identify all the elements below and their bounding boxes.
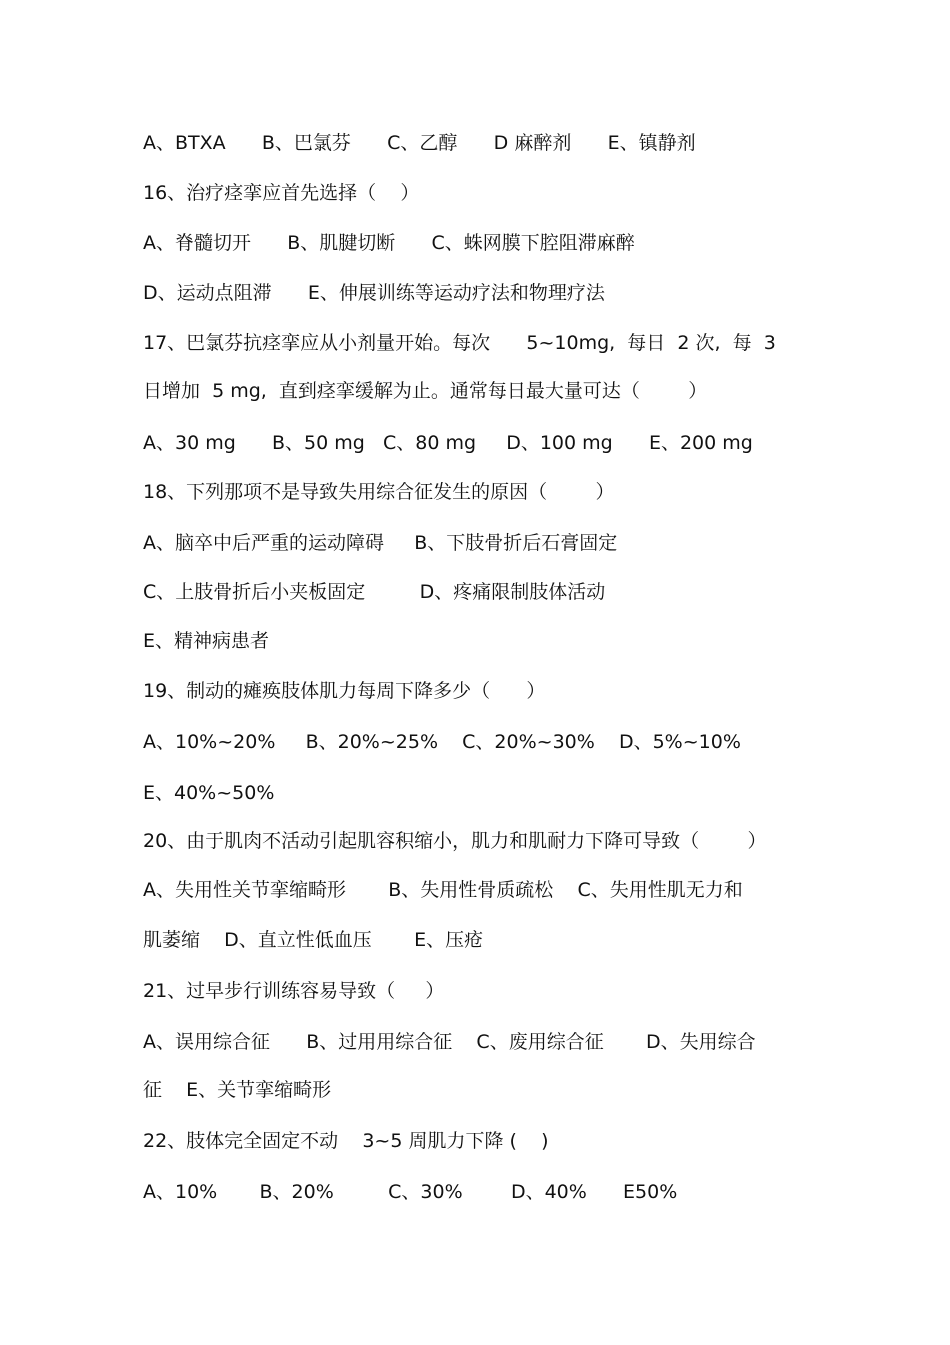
q17-question-line2: 日增加 5 mg, 直到痉挛缓解为止。通常每日最大量可达（ ） bbox=[143, 380, 708, 402]
q21-question: 21、过早步行训练容易导致（ ） bbox=[143, 980, 445, 1002]
q20-options-line1: A、失用性关节挛缩畸形 B、失用性骨质疏松 C、失用性肌无力和 bbox=[143, 879, 743, 901]
q18-question: 18、下列那项不是导致失用综合征发生的原因（ ） bbox=[143, 481, 615, 503]
q19-question: 19、制动的瘫痪肢体肌力每周下降多少（ ） bbox=[143, 680, 546, 702]
q21-options-line2: 征 E、关节挛缩畸形 bbox=[143, 1079, 332, 1101]
q17-options: A、30 mg B、50 mg C、80 mg D、100 mg E、200 mg bbox=[143, 432, 753, 454]
q20-options-line2: 肌萎缩 D、直立性低血压 E、压疮 bbox=[143, 929, 484, 951]
q20-question: 20、由于肌肉不活动引起肌容积缩小，肌力和肌耐力下降可导致（ ） bbox=[143, 830, 767, 852]
q19-options-line1: A、10%~20% B、20%~25% C、20%~30% D、5%~10% bbox=[143, 731, 741, 753]
q18-options-line1: A、脑卒中后严重的运动障碍 B、下肢骨折后石膏固定 bbox=[143, 532, 618, 554]
q21-options-line1: A、误用综合征 B、过用用综合征 C、废用综合征 D、失用综合 bbox=[143, 1031, 756, 1053]
q22-options: A、10% B、20% C、30% D、40% E50% bbox=[143, 1181, 678, 1203]
q18-options-line2: C、上肢骨折后小夹板固定 D、疼痛限制肢体活动 bbox=[143, 581, 606, 603]
q18-options-line3: E、精神病患者 bbox=[143, 630, 270, 652]
q16-options-line2: D、运动点阻滞 E、伸展训练等运动疗法和物理疗法 bbox=[143, 282, 605, 304]
q16-question: 16、治疗痉挛应首先选择（ ） bbox=[143, 182, 420, 204]
q19-options-line2: E、40%~50% bbox=[143, 782, 275, 804]
q22-question: 22、肢体完全固定不动 3~5 周肌力下降 ( ) bbox=[143, 1130, 549, 1152]
q16-options-line1: A、脊髓切开 B、肌腱切断 C、蛛网膜下腔阻滞麻醉 bbox=[143, 232, 635, 254]
q15-options: A、BTXA B、巴氯芬 C、乙醇 D 麻醉剂 E、镇静剂 bbox=[143, 132, 696, 154]
q17-question-line1: 17、巴氯芬抗痉挛应从小剂量开始。每次 5~10mg, 每日 2 次, 每 3 bbox=[143, 332, 776, 354]
